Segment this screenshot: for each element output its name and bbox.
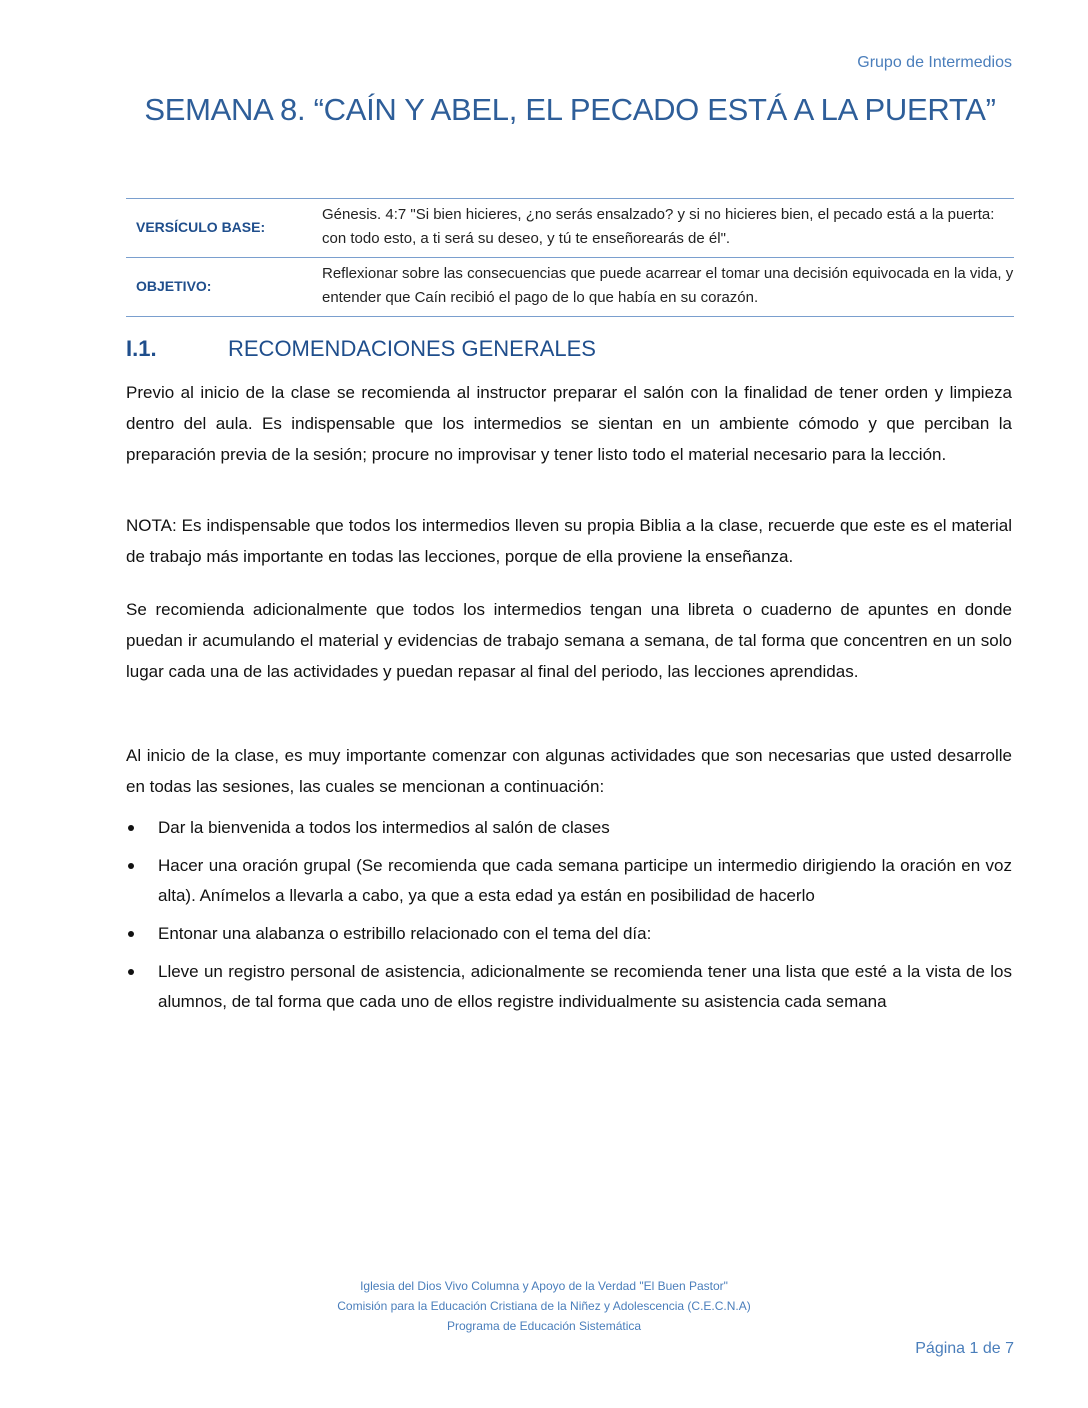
list-item — [126, 919, 1012, 949]
objective-label: OBJETIVO: — [136, 278, 212, 294]
paragraph-notebook: Se recomienda adicionalmente que todos los intermedios tengan una libreta o cuaderno de apuntes en donde puedan ir acumulando el material y evidencias de trabajo semana a semana, de tal forma que concentren en un solo lugar cada una de las actividades y puedan repasar al final del periodo, las lecciones aprendidas. — [126, 600, 1012, 681]
verse-text: Génesis. 4:7 "Si bien hicieres, ¿no serás ensalzado? y si no hicieres bien, el pecado está a la puerta: con todo esto, a ti será su deseo, y tú te enseñorearás de él". — [322, 206, 995, 247]
section-heading — [126, 336, 596, 362]
page-number: Página 1 de 7 — [915, 1340, 1014, 1357]
note-label: NOTA — [126, 516, 172, 535]
list-item-text: Lleve un registro personal de asistencia, adicionalmente se recomienda tener una lista que esté a la vista de los alumnos, de tal forma que cada uno de ellos registre individualmente su asistencia cada semana — [158, 962, 1012, 1011]
bullet-icon — [128, 863, 134, 869]
verse-label: VERSÍCULO BASE: — [136, 219, 266, 235]
objective-text: Reflexionar sobre las consecuencias que puede acarrear el tomar una decisión equivocada en la vida, y entender que Caín recibió el pago de lo que había en su corazón. — [322, 265, 1014, 306]
note-text: : Es indispensable que todos los intermedios lleven su propia Biblia a la clase, recuerde que este es el material de trabajo más importante en todas las lecciones, porque de ella proviene la enseñanza. — [126, 516, 1012, 566]
bullet-icon — [128, 825, 134, 831]
list-item — [126, 851, 1012, 911]
objective-row — [126, 258, 1014, 317]
header-group-name: Grupo de Intermedios — [857, 54, 1012, 71]
footer-church-name: Iglesia del Dios Vivo Columna y Apoyo de la Verdad "El Buen Pastor" — [360, 1279, 728, 1293]
paragraph-note — [126, 510, 1012, 572]
activities-list — [126, 813, 1012, 1025]
list-item-text: Entonar una alabanza o estribillo relacionado con el tema del día: — [158, 924, 652, 943]
paragraph-preparation: Previo al inicio de la clase se recomienda al instructor preparar el salón con la finalidad de tener orden y limpieza dentro del aula. Es indispensable que los intermedios se sientan en un ambiente cómodo y que perciban la preparación previa de la sesión; procure no improvisar y tener listo todo el material necesario para la lección. — [126, 383, 1012, 464]
list-item-text: Hacer una oración grupal (Se recomienda que cada semana participe un intermedio dirigiendo la oración en voz alta). Anímelos a llevarla a cabo, ya que a esta edad ya están en posibilidad de hacerlo — [158, 856, 1012, 905]
list-item-text: Dar la bienvenida a todos los intermedios al salón de clases — [158, 818, 610, 837]
bullet-icon — [128, 931, 134, 937]
verse-row — [126, 199, 1014, 258]
page-footer — [0, 1276, 1088, 1336]
list-item — [126, 813, 1012, 843]
lesson-info-table — [126, 198, 1014, 317]
paragraph-activities-intro: Al inicio de la clase, es muy importante comenzar con algunas actividades que son necesarias que usted desarrolle en todas las sesiones, las cuales se mencionan a continuación: — [126, 746, 1012, 796]
bullet-icon — [128, 969, 134, 975]
list-item — [126, 957, 1012, 1017]
footer-program: Programa de Educación Sistemática — [446, 1319, 642, 1333]
section-number: I.1. — [126, 336, 157, 361]
footer-commission: Comisión para la Educación Cristiana de la Niñez y Adolescencia (C.E.C.N.A) — [337, 1299, 751, 1313]
page-title: SEMANA 8. “CAÍN Y ABEL, EL PECADO ESTÁ A LA PUERTA” — [144, 92, 996, 127]
section-title: RECOMENDACIONES GENERALES — [228, 336, 596, 361]
